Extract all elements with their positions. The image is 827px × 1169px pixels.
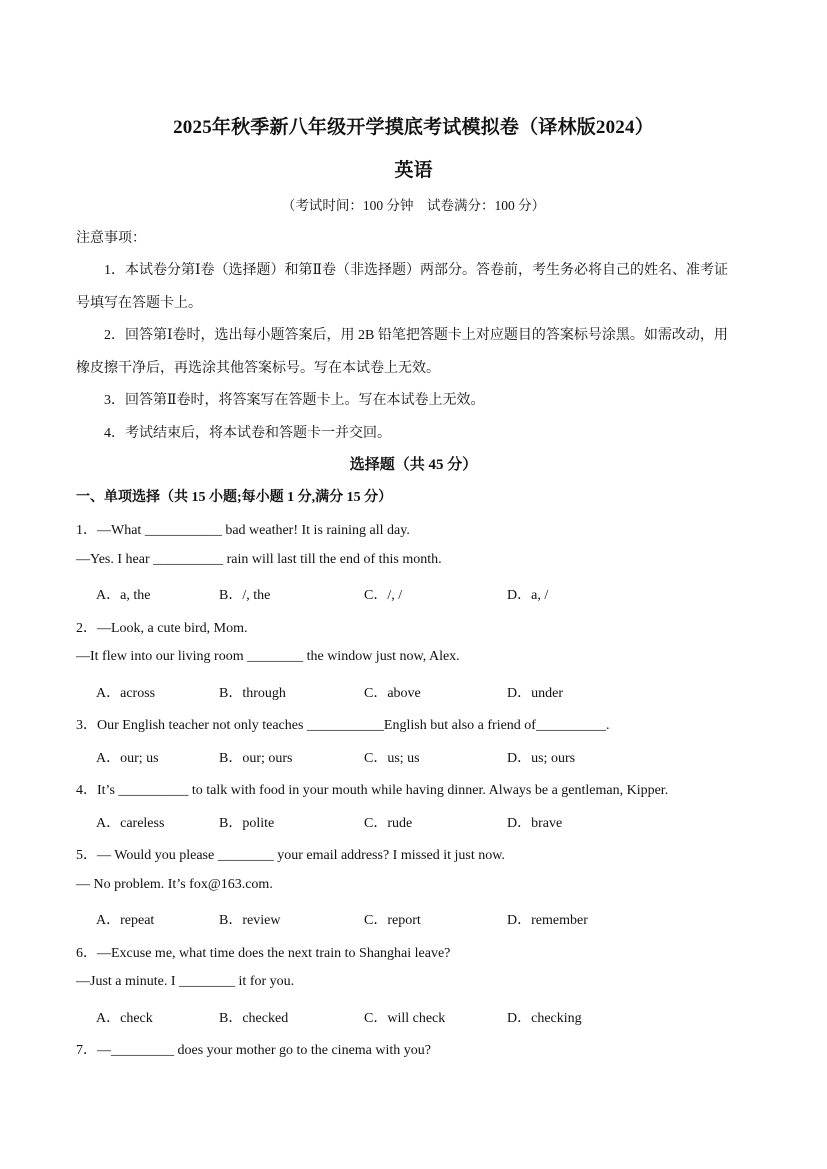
question-5-option-a[interactable]: A．repeat: [96, 913, 155, 928]
question-5-option-c[interactable]: C．report: [364, 913, 421, 928]
question-1-option-a[interactable]: A．a, the: [96, 588, 151, 603]
question-1-reply: —Yes. I hear __________ rain will last till the end of this month.: [76, 552, 442, 567]
question-6-option-c[interactable]: C．will check: [364, 1011, 446, 1026]
question-4-option-a[interactable]: A．careless: [96, 816, 165, 831]
notes-heading: 注意事项：: [76, 231, 146, 246]
question-3-option-d[interactable]: D．us; ours: [507, 751, 576, 766]
note-4: 4．考试结束后，将本试卷和答题卡一并交回。: [104, 426, 391, 441]
question-6-option-d[interactable]: D．checking: [507, 1011, 582, 1026]
question-1-option-b[interactable]: B．/, the: [219, 588, 271, 603]
question-3-stem: 3．Our English teacher not only teaches ___________English but also a friend of__________.: [76, 718, 610, 733]
question-2-reply: —It flew into our living room ________ the window just now, Alex.: [76, 649, 460, 664]
question-1-option-c[interactable]: C．/, /: [364, 588, 403, 603]
section-title: 选择题（共 45 分）: [349, 457, 478, 473]
exam-meta: （考试时间：100 分钟 试卷满分：100 分）: [281, 198, 546, 213]
part-title: 一、单项选择（共 15 小题;每小题 1 分,满分 15 分）: [76, 490, 393, 505]
question-5-option-b[interactable]: B．review: [219, 913, 281, 928]
question-5-option-d[interactable]: D．remember: [507, 913, 588, 928]
note-1-line-2: 号填写在答题卡上。: [76, 296, 202, 311]
question-3-option-a[interactable]: A．our; us: [96, 751, 159, 766]
question-2-stem: 2．—Look, a cute bird, Mom.: [76, 621, 248, 636]
question-2-option-c[interactable]: C．above: [364, 686, 421, 701]
question-2-option-b[interactable]: B．through: [219, 686, 286, 701]
question-4-option-d[interactable]: D．brave: [507, 816, 563, 831]
question-7-stem: 7．—_________ does your mother go to the cinema with you?: [76, 1043, 431, 1058]
question-4-option-c[interactable]: C．rude: [364, 816, 413, 831]
question-3-option-c[interactable]: C．us; us: [364, 751, 420, 766]
question-1-option-d[interactable]: D．a, /: [507, 588, 549, 603]
question-3-option-b[interactable]: B．our; ours: [219, 751, 293, 766]
question-2-option-d[interactable]: D．under: [507, 686, 563, 701]
question-6-reply: —Just a minute. I ________ it for you.: [76, 974, 295, 989]
note-1-line-1: 1．本试卷分第Ⅰ卷（选择题）和第Ⅱ卷（非选择题）两部分。答卷前，考生务必将自己的姓名、准考证: [104, 263, 729, 278]
question-1-stem: 1．—What ___________ bad weather! It is raining all day.: [76, 523, 410, 538]
question-6-option-b[interactable]: B．checked: [219, 1011, 289, 1026]
note-2-line-2: 橡皮擦干净后，再选涂其他答案标号。写在本试卷上无效。: [76, 361, 440, 376]
question-5-stem: 5．— Would you please ________ your email address? I missed it just now.: [76, 848, 505, 863]
question-6-option-a[interactable]: A．check: [96, 1011, 153, 1026]
exam-title: 2025年秋季新八年级开学摸底考试模拟卷（译林版2024）: [173, 117, 654, 138]
question-6-stem: 6．—Excuse me, what time does the next train to Shanghai leave?: [76, 946, 451, 961]
note-2-line-1: 2．回答第Ⅰ卷时，选出每小题答案后，用 2B 铅笔把答题卡上对应题目的答案标号涂黑。如需改动，用: [104, 328, 728, 343]
note-3: 3．回答第Ⅱ卷时，将答案写在答题卡上。写在本试卷上无效。: [104, 393, 485, 408]
exam-subject: 英语: [394, 160, 433, 181]
question-4-option-b[interactable]: B．polite: [219, 816, 275, 831]
question-2-option-a[interactable]: A．across: [96, 686, 156, 701]
question-4-stem: 4．It’s __________ to talk with food in your mouth while having dinner. Always be a gentleman, Kipper.: [76, 783, 669, 798]
question-5-reply: — No problem. It’s fox@163.com.: [76, 877, 273, 892]
